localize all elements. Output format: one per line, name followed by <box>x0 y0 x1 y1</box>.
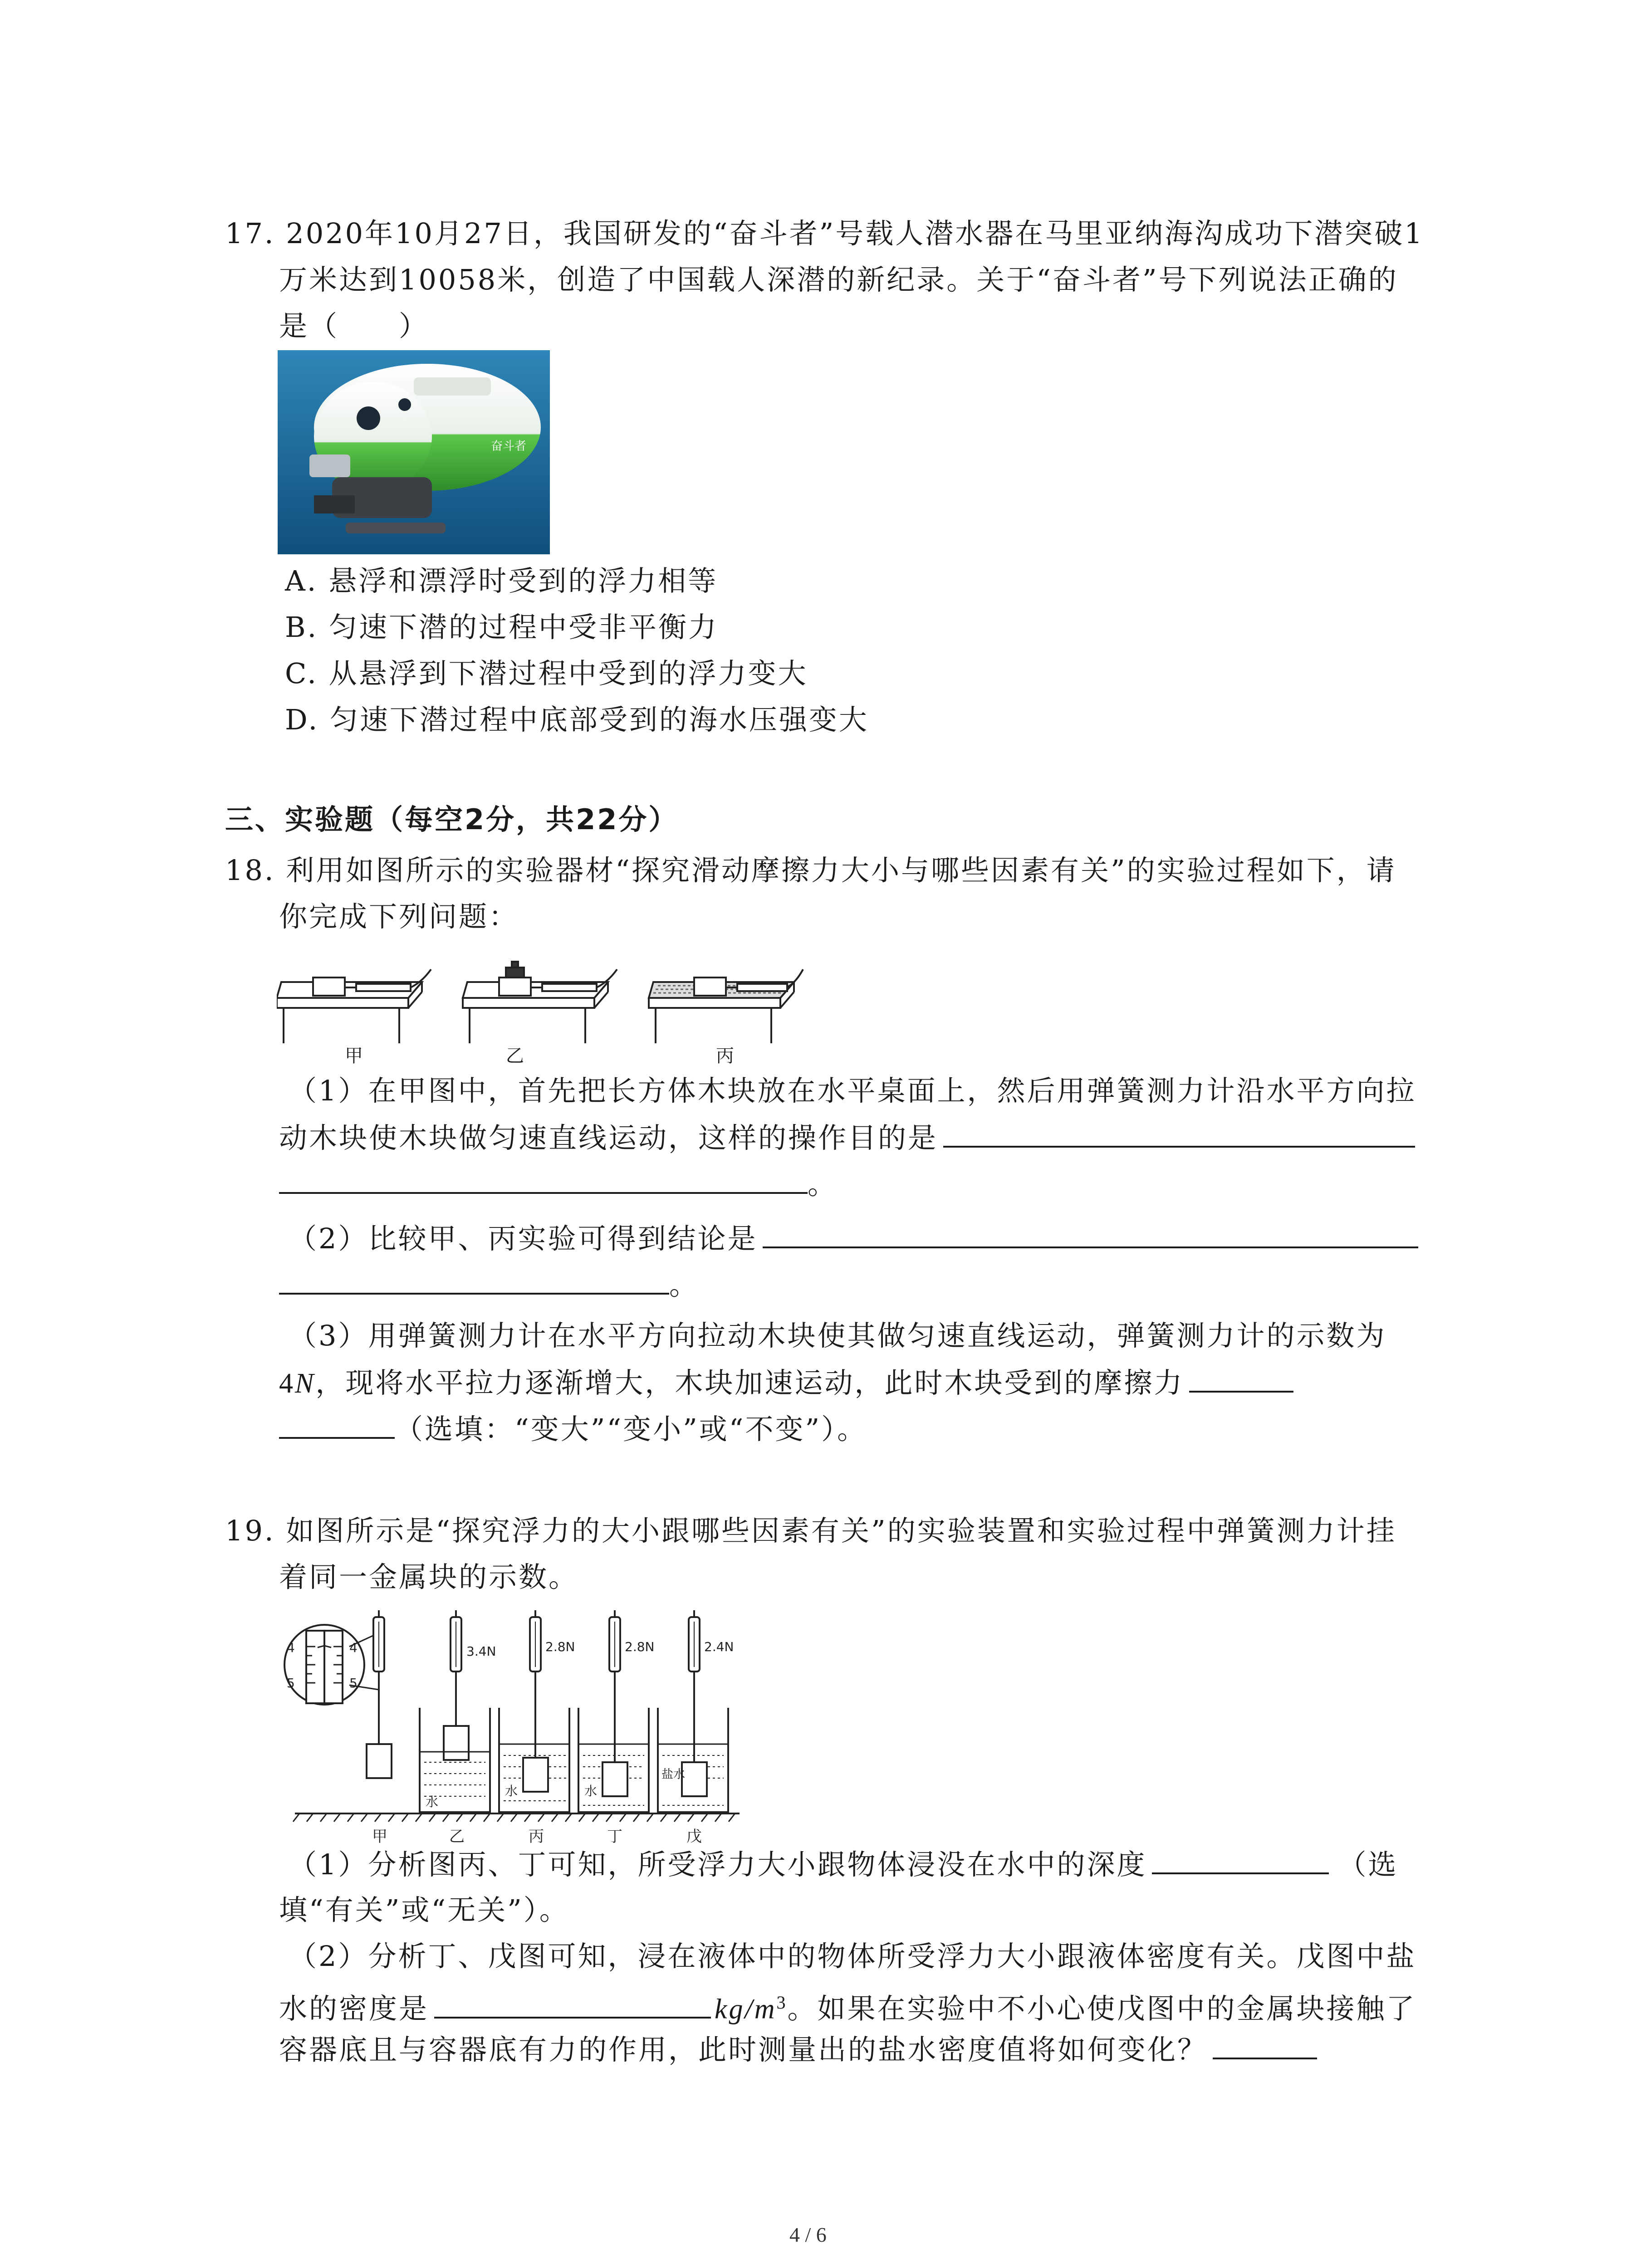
fig-label-wu: 戊 <box>686 1828 702 1846</box>
liquid-label: 水 <box>505 1784 518 1799</box>
q18-p1-line-2 <box>279 1123 1415 1152</box>
table-jia <box>277 969 431 1043</box>
fig-label-bing: 丙 <box>529 1828 544 1846</box>
table-bing <box>649 969 803 1043</box>
scale-tick-label: 4 <box>287 1640 295 1655</box>
q19-p1-text: （1）分析图丙、丁可知，所受浮力大小跟物体浸没在水中的深度 <box>289 1848 1147 1881</box>
q18-p2-line-2 <box>279 1270 699 1299</box>
table-yi <box>463 962 617 1043</box>
q18-p3-line-3 <box>279 1413 867 1446</box>
fig-label-bing: 丙 <box>716 1046 734 1066</box>
density-unit: kg/m <box>715 1994 777 2025</box>
q17-line-2: 万米达到10058米，创造了中国载人深潜的新纪录。关于“奋斗者”号下列说法正确的 <box>279 263 1398 296</box>
q18-line-2: 你完成下列问题： <box>279 900 519 933</box>
q17-option-d: D. 匀速下潜过程中底部受到的海水压强变大 <box>285 703 869 736</box>
setup-jia <box>367 1610 392 1778</box>
q18-p3-text: ，现将水平拉力逐渐增大，木块加速运动，此时木块受到的摩擦力 <box>315 1366 1184 1399</box>
answer-blank-2b[interactable] <box>279 1270 669 1295</box>
q19-p1-end: （选 <box>1338 1848 1398 1881</box>
fig-label-yi: 乙 <box>449 1828 465 1846</box>
liquid-label: 水 <box>584 1784 598 1799</box>
page-number: 4 / 6 <box>789 2223 827 2246</box>
setup-yi <box>420 1610 490 1812</box>
q18-line-1: 18. 利用如图所示的实验器材“探究滑动摩擦力大小与哪些因素有关”的实验过程如下，请 <box>225 854 1396 887</box>
answer-blank-2[interactable] <box>763 1224 1418 1248</box>
q18-p3-options: （选填：“变大”“变小”或“不变”）。 <box>395 1413 867 1446</box>
fig-label-jia: 甲 <box>345 1046 363 1066</box>
q19-line-2: 着同一金属块的示数。 <box>279 1560 579 1593</box>
answer-blank-3[interactable] <box>1189 1368 1293 1393</box>
q19-p2-line-1: （2）分析丁、戊图可知，浸在液体中的物体所受浮力大小跟液体密度有关。戊图中盐 <box>289 1940 1416 1973</box>
q18-force-value: 4 <box>279 1368 295 1399</box>
reading-wu: 2.4N <box>704 1639 734 1654</box>
q17-line-1: 17. 2020年10月27日，我国研发的“奋斗者”号载人潜水器在马里亚纳海沟成功下潜突破1 <box>225 217 1424 250</box>
q18-p1-line-3 <box>279 1168 838 1201</box>
answer-blank-3b[interactable] <box>279 1414 395 1439</box>
q17-option-a: A. 悬浮和漂浮时受到的浮力相等 <box>285 564 718 597</box>
liquid-label: 水 <box>426 1794 439 1809</box>
answer-blank-4[interactable] <box>1152 1850 1329 1874</box>
q19-p2-question: 容器底且与容器底有力的作用，此时测量出的盐水密度值将如何变化？ <box>279 2033 1208 2066</box>
svg-text:奋斗者: 奋斗者 <box>491 440 527 453</box>
fig-label-jia: 甲 <box>372 1828 387 1846</box>
q19-p2-text-rest: 。如果在实验中不小心使戊图中的金属块接触了 <box>787 1992 1416 2025</box>
answer-blank-6[interactable] <box>1213 2035 1317 2059</box>
section-heading: 三、实验题（每空2分，共22分） <box>225 803 679 836</box>
q18-p2-end: 。 <box>669 1268 700 1301</box>
submersible-photo <box>278 350 550 554</box>
answer-blank-1[interactable] <box>943 1123 1415 1148</box>
reading-ding: 2.8N <box>625 1639 655 1654</box>
q18-p1-line-1: （1）在甲图中，首先把长方体木块放在水平桌面上，然后用弹簧测力计沿水平方向拉 <box>289 1074 1416 1107</box>
q18-p1-text: 动木块使木块做匀速直线运动，这样的操作目的是 <box>279 1121 938 1154</box>
scale-tick-label: 5 <box>349 1676 358 1691</box>
q18-p2-line-1 <box>289 1224 1418 1253</box>
reading-bing: 2.8N <box>545 1639 575 1654</box>
fig-label-yi: 乙 <box>506 1046 524 1066</box>
q19-line-1: 19. 如图所示是“探究浮力的大小跟哪些因素有关”的实验装置和实验过程中弹簧测力计挂 <box>225 1514 1396 1547</box>
q19-p1-line-2: 填“有关”或“无关”）。 <box>279 1893 569 1926</box>
scale-tick-label: 4 <box>349 1640 358 1655</box>
q18-force-unit: N <box>295 1368 316 1399</box>
buoyancy-experiment-figure <box>281 1606 749 1846</box>
density-unit-exponent: 3 <box>776 1992 788 2013</box>
q19-p2-text: 水的密度是 <box>279 1992 429 2025</box>
q18-p1-end: 。 <box>808 1168 838 1201</box>
scale-tick-label: 5 <box>287 1676 295 1691</box>
scale-magnifier <box>284 1625 379 1705</box>
fig-label-ding: 丁 <box>607 1828 622 1846</box>
liquid-label-saltwater: 盐水 <box>661 1768 686 1781</box>
q18-p2-text: （2）比较甲、丙实验可得到结论是 <box>289 1222 758 1255</box>
q17-option-b: B. 匀速下潜的过程中受非平衡力 <box>285 611 718 644</box>
reading-yi: 3.4N <box>466 1644 496 1659</box>
q19-p2-line-3 <box>279 2035 1317 2064</box>
answer-blank-1b[interactable] <box>279 1169 808 1194</box>
q17-line-3: 是（ ） <box>279 309 429 342</box>
q18-p3-line-1: （3）用弹簧测力计在水平方向拉动木块使其做匀速直线运动，弹簧测力计的示数为 <box>289 1319 1386 1352</box>
q19-p1-line-1 <box>289 1850 1398 1879</box>
answer-blank-5[interactable] <box>434 1994 711 2019</box>
q18-p3-line-2 <box>279 1368 1293 1398</box>
q19-p2-line-2 <box>279 1989 1416 2024</box>
q17-option-c: C. 从悬浮到下潜过程中受到的浮力变大 <box>285 657 808 690</box>
